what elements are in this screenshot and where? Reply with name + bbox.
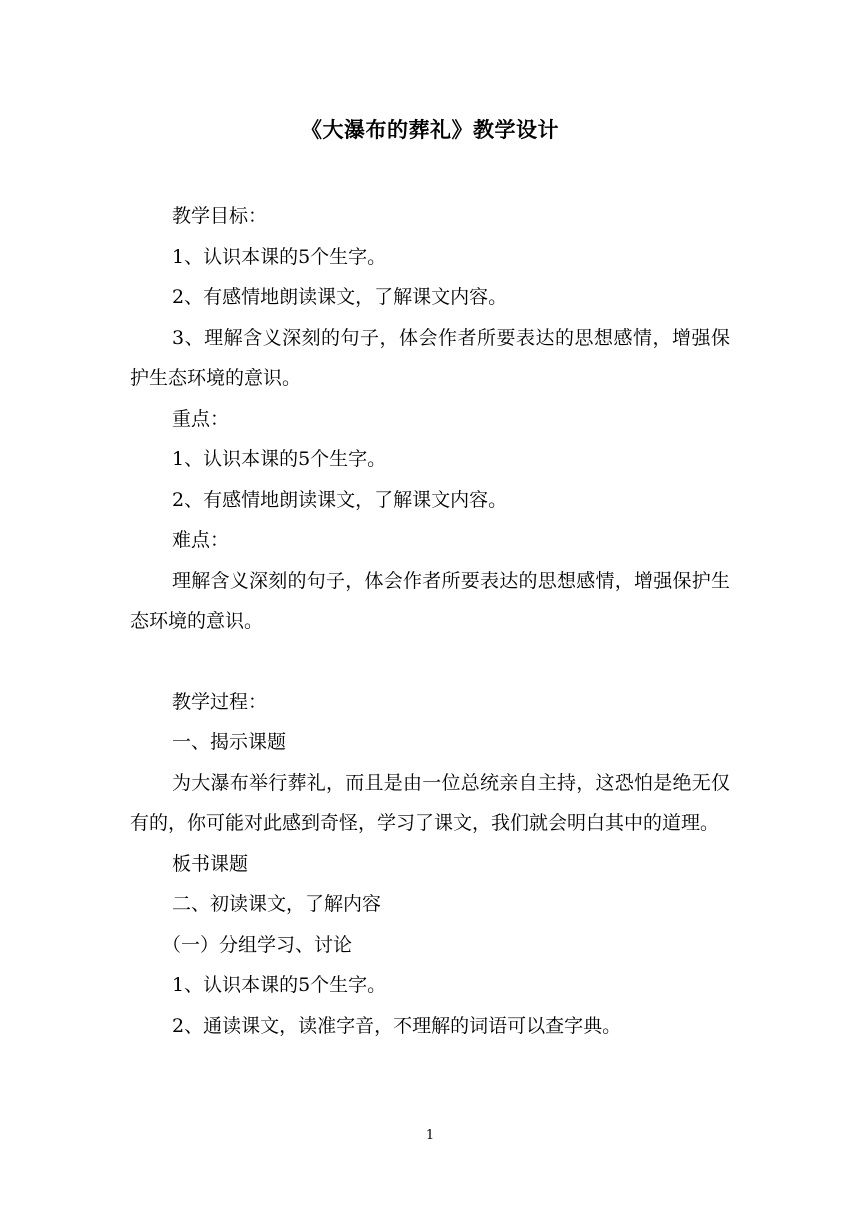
- document-body: [130, 196, 730, 1046]
- process-heading: 教学过程：: [172, 690, 268, 713]
- objectives-heading: 教学目标：: [172, 205, 268, 227]
- step-item: 2、通读课文，读准字音，不理解的词语可以查字典。: [172, 1014, 622, 1037]
- document-title: 《大瀑布的葬礼》教学设计: [301, 117, 559, 142]
- difficulties-text: 理解含义深刻的句子，体会作者所要表达的思想感情，增强保护生态环境的意识。: [130, 569, 730, 632]
- subsection-heading: （一）分组学习、讨论: [162, 933, 353, 956]
- key-point-item: 2、有感情地朗读课文，了解课文内容。: [172, 488, 508, 511]
- step-item: 1、认识本课的5个生字。: [172, 974, 387, 996]
- intro-paragraph: 为大瀑布举行葬礼，而且是由一位总统亲自主持，这恐怕是绝无仅有的，你可能对此感到奇怪，学习了课文，我们就会明白其中的道理。: [130, 771, 730, 834]
- key-point-item: 1、认识本课的5个生字。: [172, 448, 387, 470]
- board-note: 板书课题: [172, 852, 249, 875]
- objective-item: 1、认识本课的5个生字。: [172, 245, 387, 268]
- section-heading: 二、初读课文，了解内容: [172, 893, 382, 915]
- page-number: 1: [425, 1128, 435, 1143]
- objective-item: 3、理解含义深刻的句子，体会作者所要表达的思想感情，增强保护生态环境的意识。: [130, 326, 730, 389]
- difficulties-heading: 难点：: [172, 529, 230, 551]
- paragraph-gap: [130, 642, 730, 682]
- objective-item: 2、有感情地朗读课文，了解课文内容。: [172, 286, 508, 308]
- section-heading: 一、揭示课题: [172, 731, 287, 753]
- key-points-heading: 重点：: [172, 407, 230, 430]
